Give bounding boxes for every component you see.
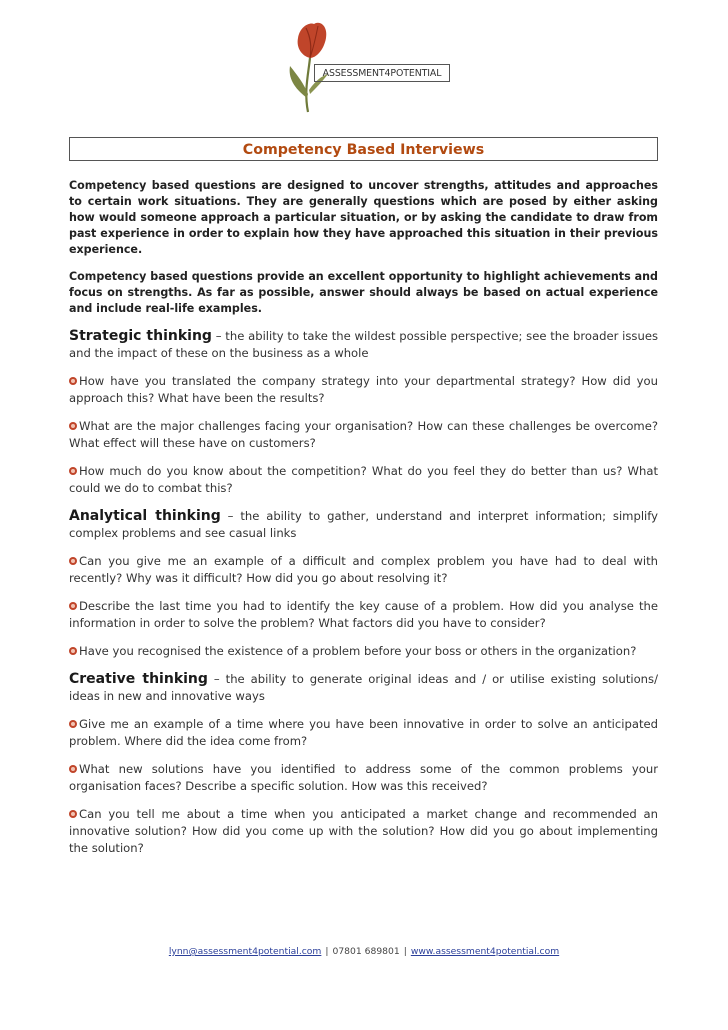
phone-number: 07801 689801 [332,946,400,957]
question-item [69,716,658,750]
question-item [69,643,658,660]
page-title: Competency Based Interviews [69,137,658,161]
section-description: – the ability to generate original ideas and / or utilise existing solutions/ ideas in new and innovative ways [69,672,658,703]
question-item [69,553,658,587]
section-description: – the ability to take the wildest possible perspective; see the broader issues and the impact of these on the business as a whole [69,329,658,360]
question-item [69,463,658,497]
question-item [69,418,658,452]
bullet-icon [69,810,77,818]
bullet-icon [69,720,77,728]
section-heading: Strategic thinking [69,328,212,344]
question-item [69,761,658,795]
question-text: Can you tell me about a time when you anticipated a market change and recommended an innovative solution? How did you come up with the solution? How did you go about implementing the solution? [69,807,658,855]
intro-paragraph: Competency based questions provide an excellent opportunity to highlight achievements and focus on strengths. As far as possible, answer should always be based on actual experience and include real-life examples. [69,270,658,315]
brand-name: ASSESSMENT4POTENTIAL [314,64,450,82]
email-link[interactable]: lynn@assessment4potential.com [168,946,322,957]
bullet-icon [69,602,77,610]
question-text: How have you translated the company strategy into your departmental strategy? How did you approach this? What have been the results? [69,374,658,405]
section-description: – the ability to gather, understand and interpret information; simplify complex problems and see casual links [69,509,659,540]
website-link[interactable]: www.assessment4potential.com [410,946,560,957]
section-analytical-thinking [69,508,658,542]
footer-separator: | [403,946,407,957]
question-text: What new solutions have you identified to address some of the common problems your organisation faces? Describe a specific solution. How was this received? [69,762,658,793]
question-text: How much do you know about the competition? What do you feel they do better than us? What could we do to combat this? [69,464,658,495]
section-strategic-thinking [69,328,658,362]
page-footer [0,946,728,957]
question-text: Can you give me an example of a difficult and complex problem you have had to deal with recently? Why was it difficult? How did you go about resolving it? [69,554,658,585]
question-item [69,373,658,407]
question-text: What are the major challenges facing your organisation? How can these challenges be overcome? What effect will these have on customers? [69,419,658,450]
intro-paragraph: Competency based questions are designed to uncover strengths, attitudes and approaches to certain work situations. They are generally questions which are posed by either asking how would someone approach a particular situation, or by asking the candidate to draw from past experience in order to explain how they have approached this situation in their previous experience. [69,179,658,256]
question-text: Describe the last time you had to identify the key cause of a problem. How did you analyse the information in order to solve the problem? What factors did you have to consider? [69,599,658,630]
question-text: Have you recognised the existence of a problem before your boss or others in the organization? [79,644,637,658]
bullet-icon [69,467,77,475]
question-item [69,806,658,857]
question-text: Give me an example of a time where you have been innovative in order to solve an anticipated problem. Where did the idea come from? [69,717,658,748]
section-heading: Analytical thinking [69,508,221,524]
footer-separator: | [325,946,329,957]
bullet-icon [69,765,77,773]
bullet-icon [69,647,77,655]
section-heading: Creative thinking [69,671,208,687]
section-creative-thinking [69,671,658,705]
bullet-icon [69,557,77,565]
bullet-icon [69,377,77,385]
bullet-icon [69,422,77,430]
question-item [69,598,658,632]
document-body [69,178,658,868]
